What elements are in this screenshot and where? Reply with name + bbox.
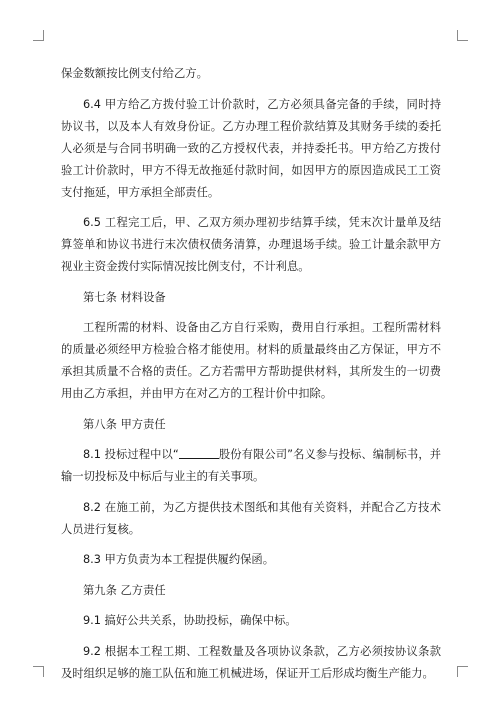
crop-mark-bottom-left bbox=[33, 666, 44, 677]
crop-mark-bottom-right bbox=[457, 666, 468, 677]
clause-8-2: 8.2 在施工前，为乙方提供技术图纸和其他有关资料，并配合乙方技术人员进行复核。 bbox=[61, 500, 441, 536]
paragraph-continuation: 保金数额按比例支付给乙方。 bbox=[61, 67, 208, 80]
clause-6-4: 6.4 甲方给乙方拨付验工计价款时，乙方必须具备完备的手续，同时持协议书，以及本人有效身份证。乙方办理工程价款结算及其财务手续的委托人必须是与合同书明确一致的乙方授权代表，并持委托书。甲方给乙方拨付验工计价款时，甲方不得无故拖延付款时间，如因甲方的原因造成民工工资支付拖延，甲方承担全部责任。 bbox=[61, 97, 441, 199]
section-7-body: 工程所需的材料、设备由乙方自行采购，费用自行承担。工程所需材料的质量必须经甲方检验合格才能使用。材料的质量最终由乙方保证，甲方不承担其质量不合格的责任。乙方若需甲方帮助提供材料，其所发生的一切费用由乙方承担，并由甲方在对乙方的工程计价中扣除。 bbox=[61, 321, 441, 400]
clause-9-1: 9.1 搞好公共关系，协助投标，确保中标。 bbox=[83, 614, 297, 627]
section-heading-7: 第七条 材料设备 bbox=[83, 290, 166, 304]
clause-9-2: 9.2 根据本工程工期、工程数量及各项协议条款，乙方必须按协议条款及时组织足够的施工队伍和施工机械进场，保证开工后形成均衡生产能力。 bbox=[61, 644, 441, 680]
document-body bbox=[61, 63, 441, 693]
crop-mark-top-right bbox=[457, 30, 468, 41]
section-heading-8: 第八条 甲方责任 bbox=[83, 417, 166, 431]
clause-6-5: 6.5 工程完工后，甲、乙双方须办理初步结算手续，凭末次计量单及结算签单和协议书进行末次债权债务清算，办理退场手续。验工计量余款甲方视业主资金拨付实际情况按比例支付，不计利息。 bbox=[61, 216, 441, 273]
clause-8-1-part-2: 股份有限公司”名义参与投标、编制标书，并输一切投标及中标后与业主的有关事项。 bbox=[61, 448, 441, 483]
clause-8-1 bbox=[61, 444, 441, 488]
crop-mark-top-left bbox=[33, 30, 44, 41]
clause-8-3: 8.3 甲方负责为本工程提供履约保函。 bbox=[83, 553, 275, 566]
section-heading-9: 第九条 乙方责任 bbox=[83, 583, 166, 597]
clause-8-1-part-1: 8.1 投标过程中以“ bbox=[83, 448, 179, 461]
fill-in-blank bbox=[179, 447, 219, 459]
